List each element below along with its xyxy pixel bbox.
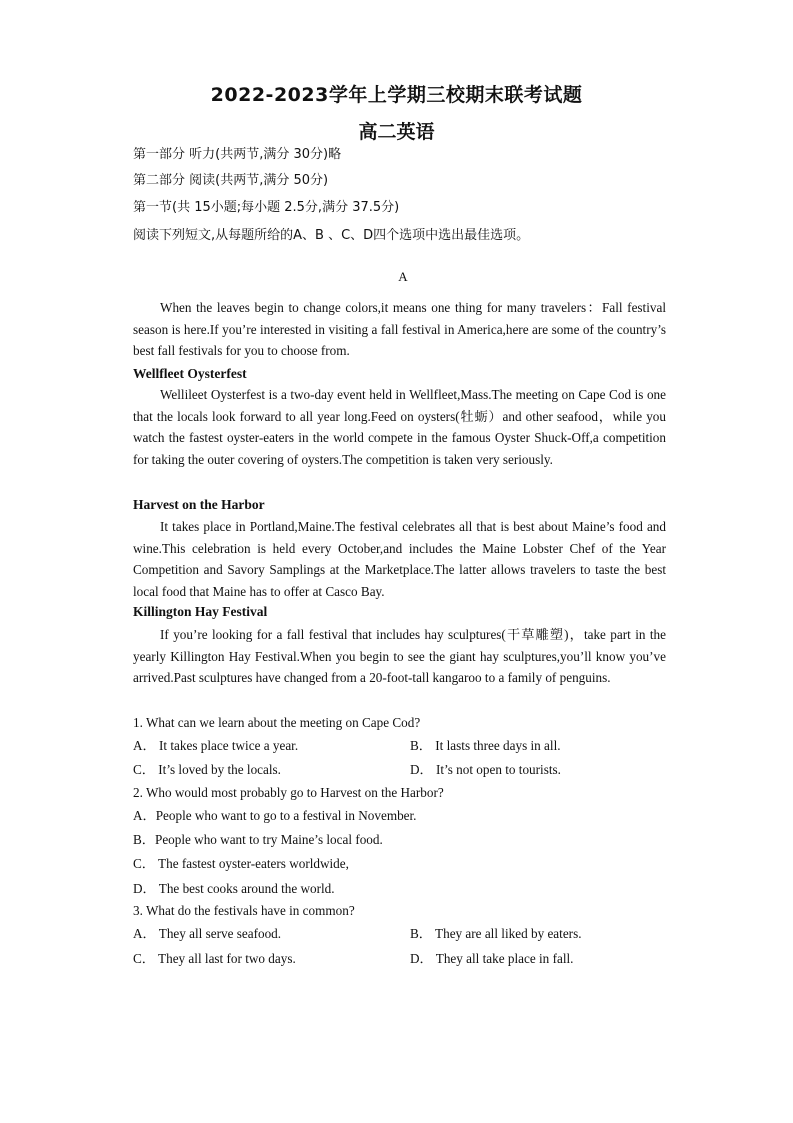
item-text: It takes place in Portland,Maine.The festival celebrates all that is best about Maine’s food and wine.This celebration is held every October,and includes the Maine Lobster Chef of the Year Competition and Savory Samplings at the Marketplace.The latter allows travelers to taste the best local food that Maine has to offer at Casco Bay.: [133, 519, 666, 600]
part2-heading: 第二部分 阅读(共两节,满分 50分): [133, 173, 329, 188]
exam-subtitle: 高二英语: [358, 121, 435, 143]
option-d[interactable]: D． It’s not open to tourists.: [410, 762, 561, 777]
option-b[interactable]: B． It lasts three days in all.: [410, 738, 561, 753]
section1-heading: 第一节(共 15小题;每小题 2.5分,满分 37.5分): [133, 200, 400, 215]
option-a[interactable]: A． They all serve seafood.: [133, 926, 282, 941]
item-text: Wellileet Oysterfest is a two-day event held in Wellfleet,Mass.The meeting on Cape Cod is one that the locals look forward to all year long.Feed on oysters(牡蛎）and other seafood，while you watch the fastest oyster-eaters in the world compete in the famous Oyster Shuck-Off,a competition for taking the outer covering of oysters.The competition is taken very seriously.: [133, 387, 666, 468]
question-stem: 3. What do the festivals have in common?: [133, 903, 355, 918]
option-c[interactable]: C． The fastest oyster-eaters worldwide,: [133, 856, 349, 871]
option-d[interactable]: D． They all take place in fall.: [410, 951, 574, 966]
instruction-text: 阅读下列短文,从每题所给的A、B 、C、D四个选项中选出最佳选项。: [133, 228, 530, 243]
passage-intro: When the leaves begin to change colors,it means one thing for many travelers：Fall festival season is here.If you’re interested in visiting a fall festival in America,here are some of the country’s best fall festivals for you to choose from.: [133, 300, 666, 359]
item-heading: Killington Hay Festival: [133, 604, 268, 619]
part1-heading: 第一部分 听力(共两节,满分 30分)略: [133, 147, 342, 162]
option-d[interactable]: D． The best cooks around the world.: [133, 881, 335, 896]
option-a[interactable]: A． It takes place twice a year.: [133, 738, 299, 753]
exam-title: 2022-2023学年上学期三校期末联考试题: [210, 84, 583, 106]
question-stem: 1. What can we learn about the meeting on Cape Cod?: [133, 715, 421, 730]
option-c[interactable]: C． It’s loved by the locals.: [133, 762, 281, 777]
passage-label: A: [398, 269, 408, 284]
option-a[interactable]: A．People who want to go to a festival in November.: [133, 808, 417, 823]
option-c[interactable]: C． They all last for two days.: [133, 951, 296, 966]
option-b[interactable]: B．People who want to try Maine’s local food.: [133, 832, 383, 847]
item-text: If you’re looking for a fall festival that includes hay sculptures(干草雕塑)，take part in the yearly Killington Hay Festival.When you begin to see the giant hay sculptures,you’ll know you’ve arrived.Past sculptures have changed from a 20-foot-tall kangaroo to a family of penguins.: [133, 627, 666, 686]
item-heading: Harvest on the Harbor: [133, 497, 265, 512]
item-heading: Wellfleet Oysterfest: [133, 366, 247, 381]
option-b[interactable]: B． They are all liked by eaters.: [410, 926, 582, 941]
question-stem: 2. Who would most probably go to Harvest on the Harbor?: [133, 785, 444, 800]
